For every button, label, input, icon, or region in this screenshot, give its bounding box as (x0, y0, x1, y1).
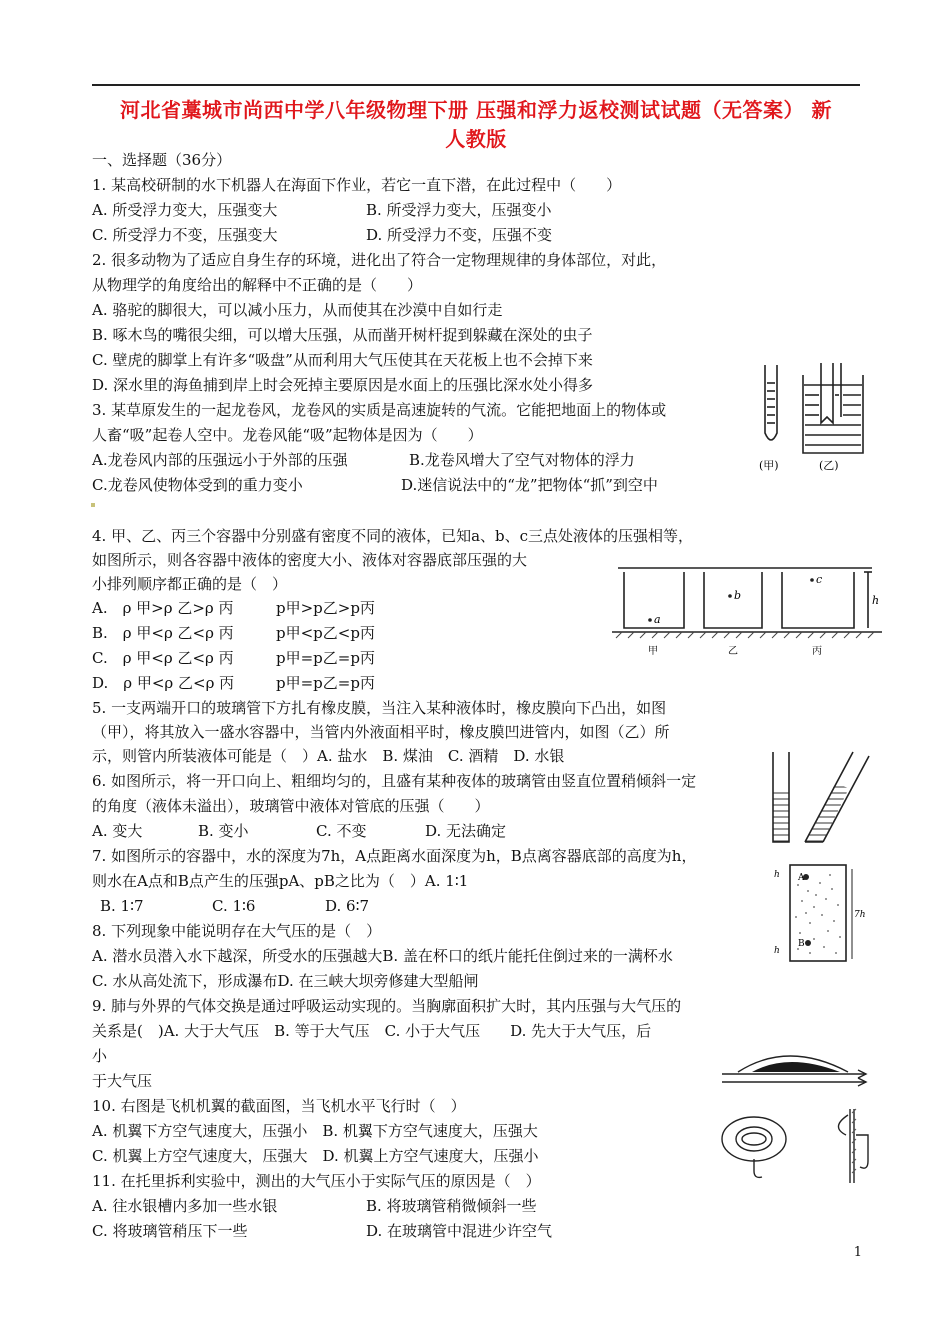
question-9-wrap: 小 (92, 1047, 108, 1065)
q2-option-a: A. 骆驼的脚很大，可以减小压力，从而使其在沙漠中自如行走 (92, 301, 503, 319)
wing-section-figure (718, 1048, 868, 1098)
suction-cup-figure (718, 1105, 878, 1185)
q2-option-d: D. 深水里的海鱼捕到岸上时会死掉主要原因是水面上的压强比深水处小得多 (92, 376, 594, 394)
q11-option-d: D. 在玻璃管中混进少许空气 (366, 1222, 553, 1240)
q3-option-d: D.迷信说法中的“龙”把物体“抓”到空中 (401, 476, 658, 494)
question-2: 2. 很多动物为了适应自身生存的环境，进化出了符合一定物理规律的身体部位，对此， (92, 251, 667, 269)
membrane-tubes-figure (755, 355, 870, 475)
question-5-cont: （甲），将其放入一盛水容器中，当管内外液面相平时，橡皮膜凹进管内，如图（乙）所 (92, 723, 670, 741)
q4-option-c-pressure: p甲=p乙=p丙 (276, 649, 375, 667)
question-6-cont: 的角度（液体未溢出），玻璃管中液体对管底的压强（ ） (92, 797, 490, 815)
question-1: 1. 某高校研制的水下机器人在海面下作业，若它一直下潜，在此过程中（ ） (92, 176, 622, 194)
tank-h-top-label: h (774, 870, 780, 880)
question-4-cont-2: 小排列顺序都正确的是（ ） (92, 575, 288, 593)
q4-option-b-pressure: p甲<p乙<p丙 (276, 624, 375, 642)
q8-options-ab: A. 潜水员潜入水下越深，所受水的压强越大B. 盖在杯口的纸片能托住倒过来的一满杯水 (92, 947, 673, 965)
page-title (88, 96, 864, 154)
section-heading: 一、选择题（36分） (92, 151, 232, 169)
point-c-label: c (816, 573, 823, 586)
tubes-label-yi: (乙) (819, 459, 839, 472)
point-a-label: a (654, 613, 661, 626)
question-3: 3. 某草原发生的一起龙卷风，龙卷风的实质是高速旋转的气流。它能把地面上的物体或 (92, 401, 667, 419)
q6-option-b: B. 变小 (198, 822, 249, 840)
q7-option-c: C. 1∶6 (212, 897, 256, 915)
container-label-jia: 甲 (648, 646, 658, 657)
q3-option-c: C.龙卷风使物体受到的重力变小 (92, 476, 303, 494)
q2-option-c: C. 壁虎的脚掌上有许多“吸盘”从而利用大气压使其在天花板上也不会掉下来 (92, 351, 593, 369)
q3-option-b: B.龙卷风增大了空气对物体的浮力 (409, 451, 635, 469)
q2-option-b: B. 啄木鸟的嘴很尖细，可以增大压强，从而凿开树杆捉到躲藏在深处的虫子 (92, 326, 593, 344)
tank-7h-label: 7h (854, 910, 866, 920)
container-label-yi: 乙 (728, 646, 738, 657)
water-tank-figure (768, 855, 868, 970)
question-4-cont: 如图所示，则各容器中液体的密度大小、液体对容器底部压强的大 (92, 551, 528, 569)
question-5: 5. 一支两端开口的玻璃管下方扎有橡皮膜，当注入某种液体时，橡皮膜向下凸出，如图 (92, 699, 667, 717)
question-8: 8. 下列现象中能说明存在大气压的是（ ） (92, 922, 382, 940)
q6-option-a: A. 变大 (92, 822, 143, 840)
question-5-options: 示，则管内所装液体可能是（ ）A. 盐水 B. 煤油 C. 酒精 D. 水银 (92, 747, 565, 765)
page-number: 1 (853, 1245, 862, 1260)
question-10: 10. 右图是飞机机翼的截面图，当飞机水平飞行时（ ） (92, 1097, 466, 1115)
q1-option-d: D. 所受浮力不变，压强不变 (366, 226, 553, 244)
tilted-tube-figure (765, 748, 873, 848)
q4-option-d-pressure: p甲=p乙=p丙 (276, 674, 375, 692)
q1-option-b: B. 所受浮力变大，压强变小 (366, 201, 552, 219)
three-containers-figure (612, 558, 892, 666)
header-rule (92, 84, 860, 86)
title-line-1: 河北省藁城市尚西中学八年级物理下册 压强和浮力返校测试试题（无答案） 新 (120, 98, 832, 122)
q10-options-ab: A. 机翼下方空气速度大，压强小 B. 机翼下方空气速度大，压强大 (92, 1122, 538, 1140)
q6-option-d: D. 无法确定 (425, 822, 507, 840)
q6-option-c: C. 不变 (316, 822, 367, 840)
q4-option-b-density: B. ρ 甲<ρ 乙<ρ 丙 (92, 624, 234, 642)
q3-option-a: A.龙卷风内部的压强远小于外部的压强 (92, 451, 348, 469)
q4-option-d-density: D. ρ 甲<ρ 乙<ρ 丙 (92, 674, 235, 692)
question-6: 6. 如图所示，将一开口向上、粗细均匀的，且盛有某种夜体的玻璃管由竖直位置稍倾斜一定 (92, 772, 697, 790)
q11-option-c: C. 将玻璃管稍压下一些 (92, 1222, 248, 1240)
question-2-cont: 从物理学的角度给出的解释中不正确的是（ ） (92, 276, 423, 294)
tank-point-b-label: B (798, 939, 805, 949)
q1-option-a: A. 所受浮力变大，压强变大 (92, 201, 278, 219)
tank-point-a-label: A (798, 873, 805, 883)
q7-option-b: B. 1∶7 (100, 897, 144, 915)
q7-option-d: D. 6∶7 (325, 897, 370, 915)
tubes-label-jia: (甲) (759, 459, 779, 472)
question-9: 9. 肺与外界的气体交换是通过呼吸运动实现的。当胸廓面积扩大时，其内压强与大气压的 (92, 997, 682, 1015)
q1-option-c: C. 所受浮力不变，压强变大 (92, 226, 278, 244)
q11-option-b: B. 将玻璃管稍微倾斜一些 (366, 1197, 537, 1215)
q4-option-a-density: A. ρ 甲>ρ 乙>ρ 丙 (92, 599, 234, 617)
title-line-2: 人教版 (445, 127, 507, 151)
q4-option-c-density: C. ρ 甲<ρ 乙<ρ 丙 (92, 649, 234, 667)
height-h-label: h (872, 594, 880, 607)
question-7-cont: 则水在A点和B点产生的压强pA、pB之比为（ ）A. 1∶1 (92, 872, 469, 890)
q4-option-a-pressure: p甲>p乙>p丙 (276, 599, 375, 617)
container-label-bing: 丙 (812, 646, 822, 657)
stray-mark (91, 503, 95, 507)
question-11: 11. 在托里拆利实验中，测出的大气压小于实际气压的原因是（ ） (92, 1172, 541, 1190)
question-9-wrap-2: 于大气压 (92, 1072, 153, 1090)
q8-options-cd: C. 水从高处流下，形成瀑布D. 在三峡大坝旁修建大型船闸 (92, 972, 479, 990)
question-4: 4. 甲、乙、丙三个容器中分别盛有密度不同的液体，已知a、b、c三点处液体的压强相等， (92, 527, 694, 545)
question-9-options: 关系是( )A. 大于大气压 B. 等于大气压 C. 小于大气压 D. 先大于大气压，后 (92, 1022, 652, 1040)
tank-h-bottom-label: h (774, 946, 780, 956)
question-7: 7. 如图所示的容器中，水的深度为7h，A点距离水面深度为h，B点离容器底部的高度为h， (92, 847, 697, 865)
q10-options-cd: C. 机翼上方空气速度大，压强大 D. 机翼上方空气速度大，压强小 (92, 1147, 539, 1165)
point-b-label: b (734, 589, 742, 602)
question-3-cont: 人畜“吸”起卷人空中。龙卷风能“吸”起物体是因为（ ） (92, 426, 483, 444)
q11-option-a: A. 往水银槽内多加一些水银 (92, 1197, 278, 1215)
